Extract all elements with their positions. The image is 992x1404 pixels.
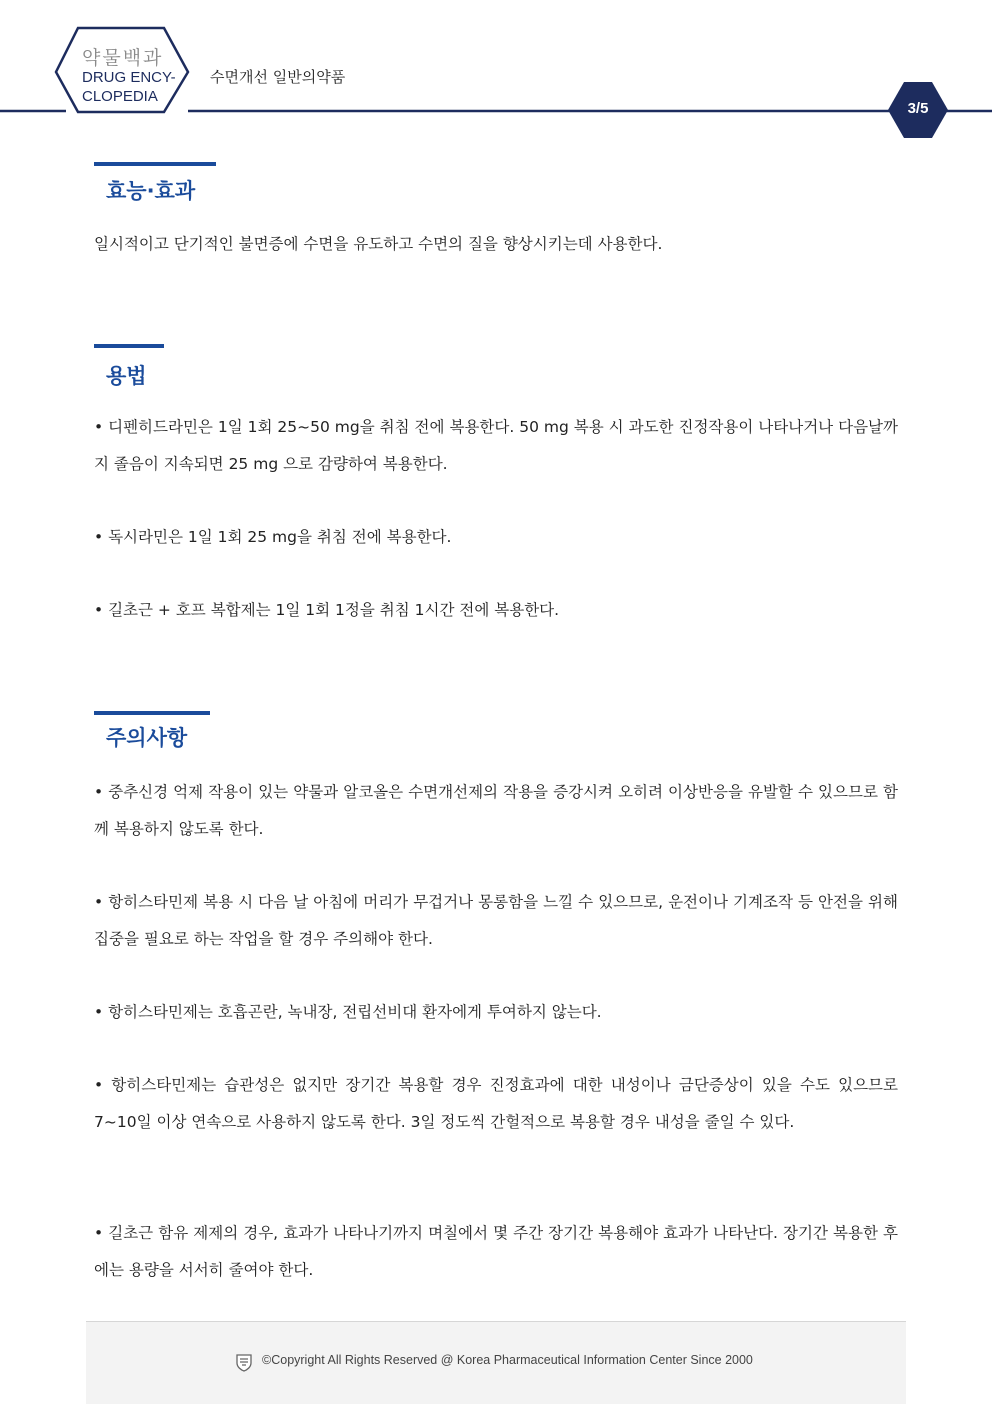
paragraph: • 항히스타민제 복용 시 다음 날 아침에 머리가 무겁거나 몽롱함을 느낄 수 있으므로, 운전이나 기계조작 등 안전을 위해 집중을 필요로 하는 작업을 할 경우 주의해야 한다.	[94, 893, 898, 948]
section-title-efficacy: 효능·효과	[106, 179, 196, 203]
header-title: 수면개선 일반의약품	[210, 68, 346, 86]
section-bar	[94, 711, 210, 715]
section-title-dosage: 용법	[106, 364, 147, 388]
page-number: 3/5	[907, 100, 929, 117]
section-title-precautions: 주의사항	[106, 726, 188, 750]
page-header	[0, 0, 992, 140]
shield-logo-icon	[236, 1354, 252, 1372]
page-footer	[86, 1321, 906, 1404]
logo-english: DRUG ENCY- CLOPEDIA	[82, 69, 176, 105]
paragraph: • 중추신경 억제 작용이 있는 약물과 알코올은 수면개선제의 작용을 증강시켜 오히려 이상반응을 유발할 수 있으므로 함께 복용하지 않도록 한다.	[94, 783, 898, 838]
paragraph: • 길초근 + 호프 복합제는 1일 1회 1정을 취침 1시간 전에 복용한다.	[94, 601, 560, 619]
paragraph: • 길초근 함유 제제의 경우, 효과가 나타나기까지 며칠에서 몇 주간 장기간 복용해야 효과가 나타난다. 장기간 복용한 후에는 용량을 서서히 줄여야 한다.	[94, 1224, 898, 1279]
paragraph: • 독시라민은 1일 1회 25 mg을 취침 전에 복용한다.	[94, 528, 452, 546]
paragraph: • 디펜히드라민은 1일 1회 25~50 mg을 취침 전에 복용한다. 50 mg 복용 시 과도한 진정작용이 나타나거나 다음날까지 졸음이 지속되면 25 mg 으로 감량하여 복용한다.	[94, 418, 898, 473]
paragraph: 일시적이고 단기적인 불면증에 수면을 유도하고 수면의 질을 향상시키는데 사용한다.	[94, 235, 663, 253]
logo-korean: 약물백과	[82, 47, 164, 69]
copyright-text: ©Copyright All Rights Reserved @ Korea Pharmaceutical Information Center Since 2000	[262, 1353, 753, 1367]
section-bar	[94, 344, 164, 348]
section-bar	[94, 162, 216, 166]
paragraph: • 항히스타민제는 습관성은 없지만 장기간 복용할 경우 진정효과에 대한 내성이나 금단증상이 있을 수도 있으므로 7~10일 이상 연속으로 사용하지 않도록 한다. 3일 정도씩 간헐적으로 복용할 경우 내성을 줄일 수 있다.	[94, 1076, 898, 1131]
paragraph: • 항히스타민제는 호흡곤란, 녹내장, 전립선비대 환자에게 투여하지 않는다.	[94, 1003, 602, 1021]
